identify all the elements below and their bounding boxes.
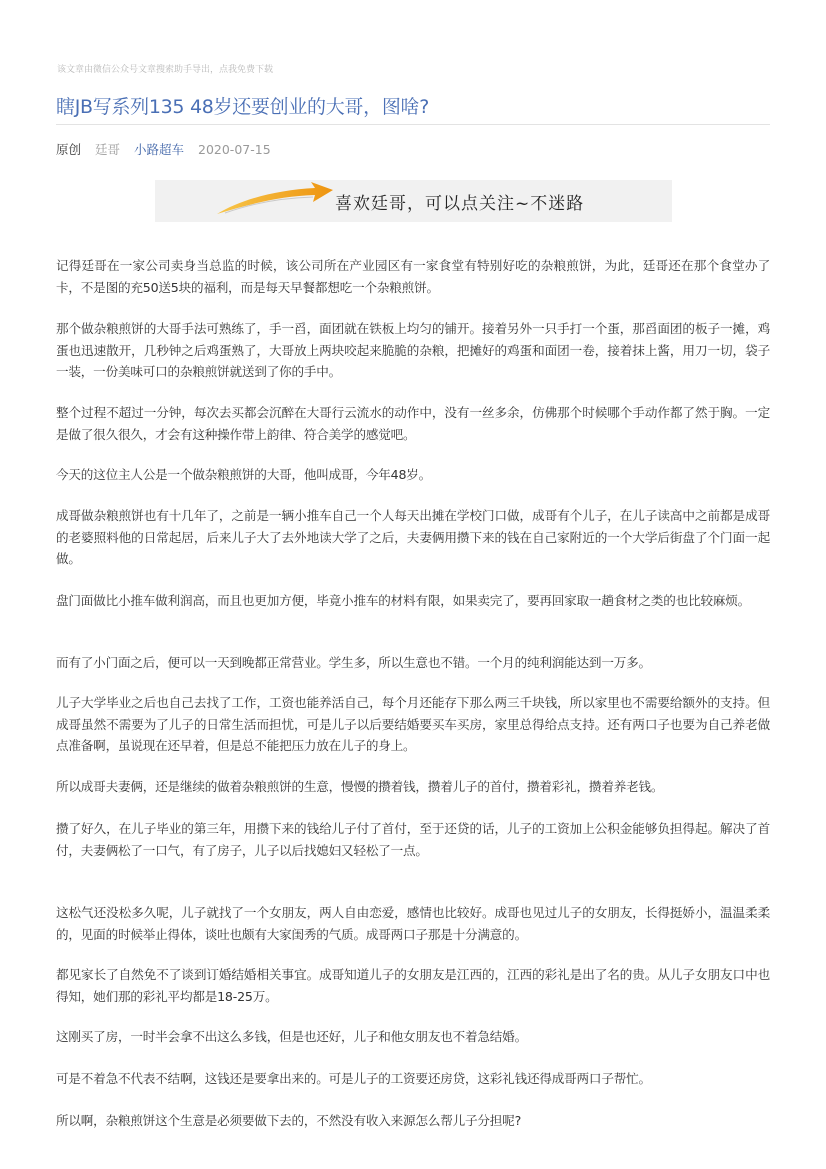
paragraph: 而有了小门面之后，便可以一天到晚都正常营业。学生多，所以生意也不错。一个月的纯利润能达到一万多。 — [56, 655, 651, 670]
paragraph: 今天的这位主人公是一个做杂粮煎饼的大哥，他叫成哥，今年48岁。 — [56, 467, 432, 482]
banner-text: 喜欢廷哥，可以点关注~不迷路 — [335, 194, 585, 214]
paragraph: 都见家长了自然免不了谈到订婚结婚相关事宜。成哥知道儿子的女朋友是江西的，江西的彩礼是出了名的贵。从儿子女朋友口中也得知，她们那的彩礼平均都是18-25万。 — [56, 967, 770, 1004]
paragraph: 可是不着急不代表不结啊，这钱还是要拿出来的。可是儿子的工资要还房贷，这彩礼钱还得成哥两口子帮忙。 — [56, 1071, 651, 1086]
article-meta — [56, 140, 281, 158]
paragraph: 攒了好久，在儿子毕业的第三年，用攒下来的钱给儿子付了首付，至于还贷的话，儿子的工资加上公积金能够负担得起。解决了首付，夫妻俩松了一口气，有了房子，儿子以后找媳妇又轻松了一点。 — [56, 821, 770, 858]
account-link[interactable]: 小路超车 — [134, 142, 185, 157]
title-divider — [56, 124, 770, 125]
paragraph: 这松气还没松多久呢，儿子就找了一个女朋友，两人自由恋爱，感情也比较好。成哥也见过儿子的女朋友，长得挺娇小，温温柔柔的，见面的时候举止得体，谈吐也颇有大家闺秀的气质。成哥两口子那是十分满意的。 — [56, 905, 770, 942]
paragraph: 所以啊，杂粮煎饼这个生意是必须要做下去的，不然没有收入来源怎么帮儿子分担呢? — [56, 1113, 522, 1128]
paragraph: 记得廷哥在一家公司卖身当总监的时候，该公司所在产业园区有一家食堂有特别好吃的杂粮煎饼，为此，廷哥还在那个食堂办了卡，不是图的充50送5块的福利，而是每天早餐都想吃一个杂粮煎饼。 — [56, 258, 770, 295]
article-title: 瞎JB写系列135 48岁还要创业的大哥，图啥? — [56, 96, 430, 118]
paragraph: 盘门面做比小推车做利润高，而且也更加方便，毕竟小推车的材料有限，如果卖完了，要再回家取一趟食材之类的也比较麻烦。 — [56, 593, 751, 608]
export-notice-link[interactable]: 该文章由微信公众号文章搜索助手导出，点我免费下载 — [57, 65, 274, 75]
paragraph: 所以成哥夫妻俩，还是继续的做着杂粮煎饼的生意，慢慢的攒着钱，攒着儿子的首付，攒着彩礼，攒着养老钱。 — [56, 779, 664, 794]
paragraph: 儿子大学毕业之后也自己去找了工作，工资也能养活自己，每个月还能存下那么两三千块钱，所以家里也不需要给额外的支持。但成哥虽然不需要为了儿子的日常生活而担忧，可是儿子以后要结婚要买车买房，家里总得给点支持。还有两口子也要为自己养老做点准备啊，虽说现在还早着，但是总不能把压力放在儿子的身上。 — [56, 695, 770, 753]
paragraph: 那个做杂粮煎饼的大哥手法可熟练了，手一舀，面团就在铁板上均匀的铺开。接着另外一只手打一个蛋，那舀面团的板子一摊，鸡蛋也迅速散开，几秒钟之后鸡蛋熟了，大哥放上两块咬起来脆脆的杂粮，把摊好的鸡蛋和面团一卷，接着抹上酱，用刀一切，袋子一装，一份美味可口的杂粮煎饼就送到了你的手中。 — [56, 321, 770, 379]
publish-date: 2020-07-15 — [198, 142, 271, 157]
paragraph: 整个过程不超过一分钟，每次去买都会沉醉在大哥行云流水的动作中，没有一丝多余，仿佛那个时候哪个手动作都了然于胸。一定是做了很久很久，才会有这种操作带上韵律、符合美学的感觉吧。 — [56, 405, 770, 442]
original-tag: 原创 — [56, 142, 82, 157]
paragraph: 成哥做杂粮煎饼也有十几年了，之前是一辆小推车自己一个人每天出摊在学校门口做，成哥有个儿子，在儿子读高中之前都是成哥的老婆照料他的日常起居，后来儿子大了去外地读大学了之后，夫妻俩用攒下来的钱在自己家附近的一个大学后街盘了个门面一起做。 — [56, 508, 770, 566]
author-name: 廷哥 — [95, 142, 121, 157]
follow-banner — [155, 180, 672, 222]
paragraph: 这刚买了房，一时半会拿不出这么多钱，但是也还好，儿子和他女朋友也不着急结婚。 — [56, 1029, 527, 1044]
